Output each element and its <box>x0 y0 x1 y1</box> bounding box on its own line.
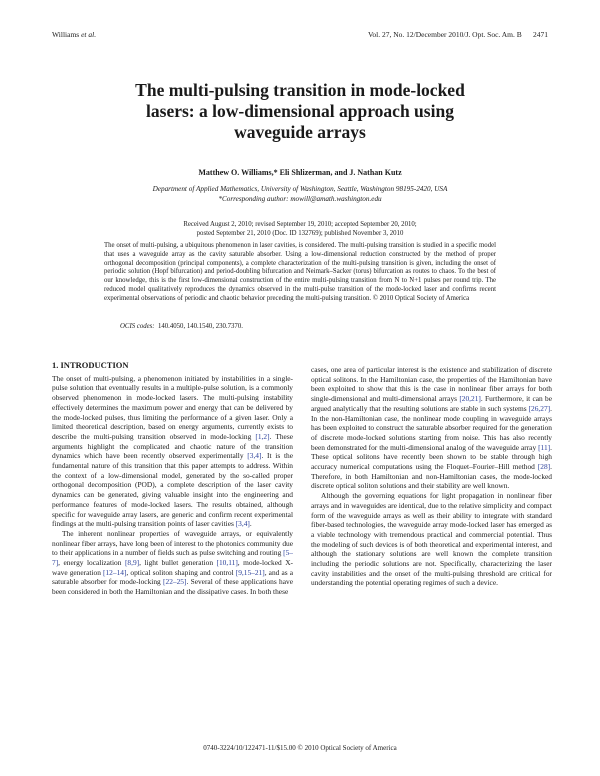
citation-link[interactable]: [28] <box>537 462 551 472</box>
intro-paragraph-2: The inherent nonlinear properties of waveguide arrays, or equivalently nonlinear fiber arrays, have long been of interest to the photonics community due to their applications in a number of fields such as pulse switching and routing [5–7], energy localization [8,9], light bullet generation [10,11], mode-locked X-wave generation [12–14], optical soliton shaping and control [9,15–21], and as a saturable absorber for mode-locking [22–25]. Several of these applications have been considered in both the Hamiltonian and the dissipative cases. In both these <box>52 528 294 597</box>
running-header-journal: Vol. 27, No. 12/December 2010/J. Opt. Soc. Am. B 2471 <box>367 30 548 39</box>
intro-paragraph-3: cases, one area of particular interest is the existence and stabilization of discrete optical solitons. In the Hamiltonian case, the properties of the Hamiltonian have been exploited to show that this is the case in nonlinear fiber arrays for both single-dimensional and multi-dimensional arrays [20,21]. Furthermore, it can be argued analytically that the resulting solutions are stable in such systems [26,27]. In the non-Hamiltonian case, the nonlinear mode coupling in waveguide arrays has been exploited to construct the saturable absorber required for the generation of discrete mode-locked solutions starting from noise. This has also recently been demonstrated for the multi-dimensional analog of the waveguide array [11]. These optical solitons have recently been shown to be stable through high accuracy numerical computations using the Floquet–Fourier–Hill method [28]. Therefore, in both Hamiltonian and non-Hamiltonian cases, the mode-locked discrete optical soliton solutions and their stability are well known. <box>311 365 552 491</box>
citation-link[interactable]: [3,4] <box>235 519 250 529</box>
running-header-author: Williams et al. <box>52 30 97 39</box>
citation-link[interactable]: [20,21] <box>459 394 481 404</box>
page-number: 2471 <box>533 30 548 39</box>
citation-link[interactable]: [11] <box>538 442 551 452</box>
citation-link[interactable]: [9,15–21] <box>235 567 265 577</box>
citation-link[interactable]: [22–25] <box>163 577 187 587</box>
publication-dates: Received August 2, 2010; revised September 19, 2010; accepted September 20, 2010; posted September 21, 2010 (Doc. ID 132769); published November 3, 2010 <box>183 221 417 237</box>
paper-title: The multi-pulsing transition in mode-locked lasers: a low-dimensional approach using waveguide arrays <box>135 80 465 142</box>
citation-link[interactable]: [10,11] <box>216 558 238 568</box>
citation-link[interactable]: [3,4] <box>247 451 262 461</box>
page-footer: 0740-3224/10/122471-11/$15.00 © 2010 Optical Society of America <box>203 744 397 752</box>
abstract: The onset of multi-pulsing, a ubiquitous phenomenon in laser cavities, is considered. The multi-pulsing transition is studied in a specific model that uses a waveguide array as the cavity saturable absorber. Using a low-dimensional reduction constructed by the method of proper orthogonal decomposition (principal components), a complete characterization of the multi-pulsing transition is given, including the onset of periodic solution (Hopf bifurcation) and period-doubling bifurcation and Neimark–Sacker (torus) bifurcation as routes to chaos. To the best of our knowledge, this is the first low-dimensional construction of the entire multi-pulsing transition from N to N+1 pulses per round trip. The reduced model qualitatively reproduces the dynamics observed in the multi-pulse transition of the mode-locked laser and confirms recent experimental observations of periodic and chaotic behavior preceding the multi-pulsing transition. © 2010 Optical Society of America <box>104 242 496 302</box>
citation-link[interactable]: [1,2] <box>255 431 270 441</box>
citation-link[interactable]: [5–7] <box>52 548 293 568</box>
ocis-codes: OCIS codes: 140.4050, 140.1540, 230.7370. <box>120 323 243 330</box>
citation-link[interactable]: [26,27] <box>528 403 551 413</box>
affiliation: Department of Applied Mathematics, University of Washington, Seattle, Washington 98195-2420, USA *Corresponding author: mowill@amath.washington.edu <box>152 185 448 203</box>
section-heading: 1. INTRODUCTION <box>52 360 129 370</box>
intro-paragraph-4: Although the governing equations for light propagation in nonlinear fiber arrays and in waveguides are identical, due to the relative simplicity and compact form of the waveguide arrays as well as their ability to integrate with standard fiber-based technologies, the waveguide array mode-locked laser has emerged as a viable technology with tremendous practical and commercial potential. Thus the modeling of such devices is of both theoretical and experimental interest, and although the stationary solutions are well known the complete transition including the periodic solutions are not. Specifically, characterizing the laser cavity instabilities and the onset of the multi-pulsing threshold are critical for understanding the potential operating regimes of such a device. <box>311 491 552 588</box>
citation-link[interactable]: [8,9] <box>124 558 140 568</box>
citation-link[interactable]: [12–14] <box>103 567 127 577</box>
left-column <box>52 361 293 597</box>
intro-paragraph-1: The onset of multi-pulsing, a phenomenon initiated by instabilities in a single-pulse solution that eventually results in a multiple-pulse solution, is a commonly observed phenomenon in mode-locked lasers. The multi-pulsing instability effectively determines the maximum power and energy that can be delivered by the mode-locked pulses, thus limiting the performance of a given laser. Only a limited theoretical description, based on energy arguments, currently exists to describe the multi-pulsing transition observed in mode-locking [1,2]. These arguments highlight the complicated and chaotic nature of the transition dynamics which have been recently observed experimentally [3,4]. It is the fundamental nature of this transition that this paper attempts to address. Within the context of a low-dimensional model, generated by the so-called proper orthogonal decomposition (POD), a complete description of the laser cavity dynamics can be generated, giving valuable insight into the engineering and performance features of mode-locked lasers. The results obtained, although specific for waveguide array lasers, are generic and confirm recent experimental findings at the multi-pulsing transition points of laser cavities [3,4]. <box>52 373 293 529</box>
author-list: Matthew O. Williams,* Eli Shlizerman, and J. Nathan Kutz <box>198 168 402 177</box>
right-column <box>311 365 552 588</box>
